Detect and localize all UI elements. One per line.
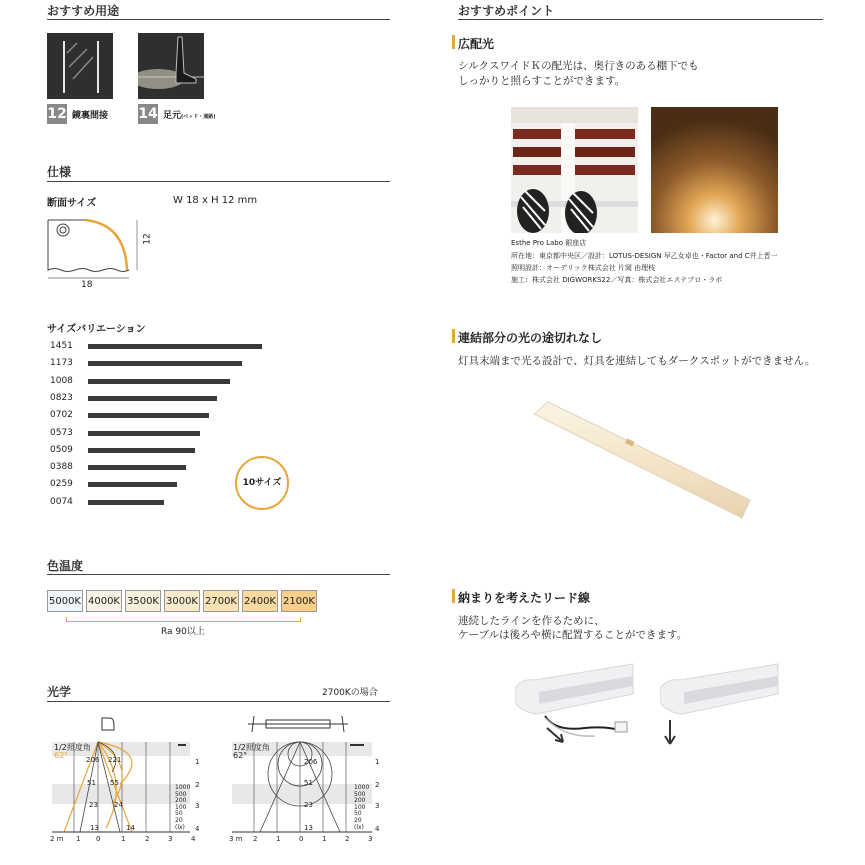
dim-width: 18: [81, 280, 93, 290]
axis-tick-label: 0: [299, 835, 304, 843]
dim-height: 12: [142, 233, 153, 245]
size-bar: [88, 482, 177, 487]
size-code-label: 1173: [50, 358, 73, 369]
lead-accent: [452, 589, 455, 603]
optics-title: 光学: [47, 685, 72, 699]
shelf-photo: [511, 107, 638, 233]
color-temp-chip: 3500K: [125, 590, 161, 612]
optics-left-v4: 23: [89, 801, 98, 809]
section-size-value: W 18 x H 12 mm: [173, 195, 258, 206]
optics-left-v0: 206: [86, 756, 100, 764]
photo-caption-1: 所在地：東京都中央区／設計：LOTUS-DESIGN 早乙女卓也・Factor and C井上晋一: [511, 252, 778, 260]
usage-title: おすすめ用途: [47, 4, 120, 18]
lux-scale-label: 1000: [354, 784, 370, 791]
axis-tick-label: 1: [76, 835, 81, 843]
axis-tick-label: 3 m: [229, 835, 243, 843]
axis-tick-label: 3: [375, 802, 380, 810]
size-count-badge: 10サイズ: [235, 456, 289, 510]
optics-right-v2: 23: [304, 801, 313, 809]
lux-scale-label: 50: [354, 810, 362, 818]
points-rule: [458, 19, 823, 20]
axis-tick-label: 2: [375, 781, 380, 789]
spec-title: 仕様: [47, 165, 72, 179]
color-temp-chip: 5000K: [47, 590, 83, 612]
ra-bracket: [66, 617, 301, 622]
size-bar: [88, 413, 209, 418]
lead-text-1: 連続したラインを作るために、: [458, 615, 605, 627]
size-code-label: 0074: [50, 496, 73, 507]
usage-icon-foot: [138, 33, 204, 99]
color-temp-rule: [47, 574, 390, 575]
ra-label: Ra 90以上: [161, 627, 205, 637]
photo-caption-title: Esthe Pro Labo 銀座店: [511, 239, 587, 247]
joint-accent: [452, 329, 455, 343]
optics-left-v7: 14: [126, 824, 135, 832]
lux-scale-label: 100: [354, 803, 366, 811]
size-variation-title: サイズバリエーション: [47, 324, 146, 335]
lead-side-photo: [660, 658, 780, 753]
lead-title: 納まりを考えたリード線: [458, 591, 591, 605]
size-bar: [88, 361, 242, 366]
axis-tick-label: 1: [121, 835, 126, 843]
arrow-down-icon: [665, 720, 675, 744]
optics-left-v6: 13: [90, 824, 99, 832]
axis-tick-label: 3: [168, 835, 173, 843]
axis-tick-label: 4: [195, 825, 200, 833]
size-bar: [88, 431, 200, 436]
axis-tick-label: 3: [368, 835, 373, 843]
wide-text-2: しっかりと照らすことができます。: [458, 75, 626, 87]
usage-rule: [47, 19, 390, 20]
size-code-label: 1451: [50, 341, 73, 351]
optics-right-angle: 62°: [233, 751, 248, 760]
optics-right-v1: 51: [304, 779, 313, 787]
lux-scale-label: 500: [175, 790, 187, 798]
size-code-label: 1008: [50, 375, 73, 386]
optics-left-v1: 221: [108, 756, 122, 764]
axis-tick-label: 2: [145, 835, 150, 843]
color-temp-chip: 2700K: [203, 590, 239, 612]
joint-text: 灯具末端まで光る設計で、灯具を連結してもダークスポットができません。: [458, 355, 816, 367]
lux-scale-label: 200: [175, 797, 187, 805]
wide-accent: [452, 35, 455, 49]
optics-left-angle-label: 1/2照度角: [54, 743, 91, 752]
size-code-label: 0509: [50, 444, 73, 455]
size-bar: [88, 500, 164, 505]
spec-rule: [47, 181, 390, 182]
warm-light-photo: [651, 107, 778, 233]
joint-title: 連結部分の光の途切れなし: [458, 331, 603, 345]
photo-caption-2: 照明設計：オーデリック株式会社 片岡 由理枝: [511, 264, 656, 272]
size-code-label: 0388: [50, 462, 73, 473]
optics-left-v5: 24: [114, 801, 123, 809]
usage-label-14-note: (ベッド・通路): [181, 114, 216, 120]
lux-scale-label: (lx): [354, 823, 364, 831]
lead-back-photo: [515, 658, 635, 753]
axis-tick-label: 1: [195, 758, 200, 766]
mirror-icon: [47, 33, 113, 99]
points-title: おすすめポイント: [458, 4, 555, 18]
usage-num-12: 12: [47, 106, 67, 122]
lux-scale-label: 200: [354, 797, 366, 805]
optics-diagram-side: [40, 712, 200, 852]
joint-strip-photo: [528, 396, 753, 521]
size-bar: [88, 465, 186, 470]
usage-icon-mirror: [47, 33, 113, 99]
cross-section-drawing: [45, 212, 160, 292]
optics-right-v3: 13: [304, 824, 313, 832]
lux-scale-label: 100: [175, 803, 187, 811]
axis-tick-label: 2: [345, 835, 350, 843]
usage-label-14-main: 足元: [163, 111, 182, 121]
usage-label-12: 鏡裏間接: [72, 111, 109, 121]
optics-left-v2: 55: [110, 779, 119, 787]
lux-scale-label: 20: [354, 817, 362, 824]
axis-tick-label: 2: [253, 835, 258, 843]
axis-tick-label: 4: [191, 835, 196, 843]
color-temp-chip: 2100K: [281, 590, 317, 612]
size-bar: [88, 344, 262, 349]
photo-caption-3: 施工：株式会社 DIGWORKS22／写真：株式会社エステプロ・ラボ: [511, 276, 723, 284]
optics-note: 2700Kの場合: [322, 688, 378, 698]
lead-text-2: ケーブルは後ろや横に配置することができます。: [458, 629, 688, 641]
section-size-label: 断面サイズ: [47, 198, 97, 209]
foot-light-icon: [138, 33, 204, 99]
axis-tick-label: 2 m: [50, 835, 64, 843]
size-bar: [88, 396, 217, 401]
lux-scale-label: 1000: [175, 784, 191, 791]
size-bar: [88, 448, 195, 453]
axis-tick-label: 1: [322, 835, 327, 843]
size-bar: [88, 379, 230, 384]
size-code-label: 0573: [50, 427, 73, 438]
axis-tick-label: 2: [195, 781, 200, 789]
wide-text-1: シルクスワイドＫの配光は、奥行きのある棚下でも: [458, 60, 699, 72]
axis-tick-label: 1: [375, 758, 380, 766]
size-code-label: 0702: [50, 410, 73, 421]
axis-tick-label: 4: [375, 825, 380, 833]
lux-scale-label: (lx): [175, 823, 185, 831]
size-code-label: 0823: [50, 392, 73, 403]
color-temp-title: 色温度: [47, 559, 84, 573]
color-temp-chip: 3000K: [164, 590, 200, 612]
wide-title: 広配光: [458, 37, 495, 51]
optics-left-angle: 62°: [54, 751, 69, 760]
axis-tick-label: 0: [96, 835, 101, 843]
axis-tick-label: 1: [276, 835, 281, 843]
usage-num-14: 14: [138, 106, 158, 122]
lux-scale-label: 20: [175, 817, 183, 824]
color-temp-chip: 4000K: [86, 590, 122, 612]
lux-scale-label: 500: [354, 790, 366, 798]
usage-label-14: [163, 108, 216, 121]
optics-left-v3: 51: [87, 779, 96, 787]
optics-rule: [47, 701, 390, 702]
optics-right-v0: 206: [304, 758, 318, 766]
color-temp-chip: 2400K: [242, 590, 278, 612]
optics-right-angle-label: 1/2照度角: [233, 743, 270, 752]
lux-scale-label: 50: [175, 810, 183, 818]
axis-tick-label: 3: [195, 802, 200, 810]
size-code-label: 0259: [50, 479, 73, 490]
